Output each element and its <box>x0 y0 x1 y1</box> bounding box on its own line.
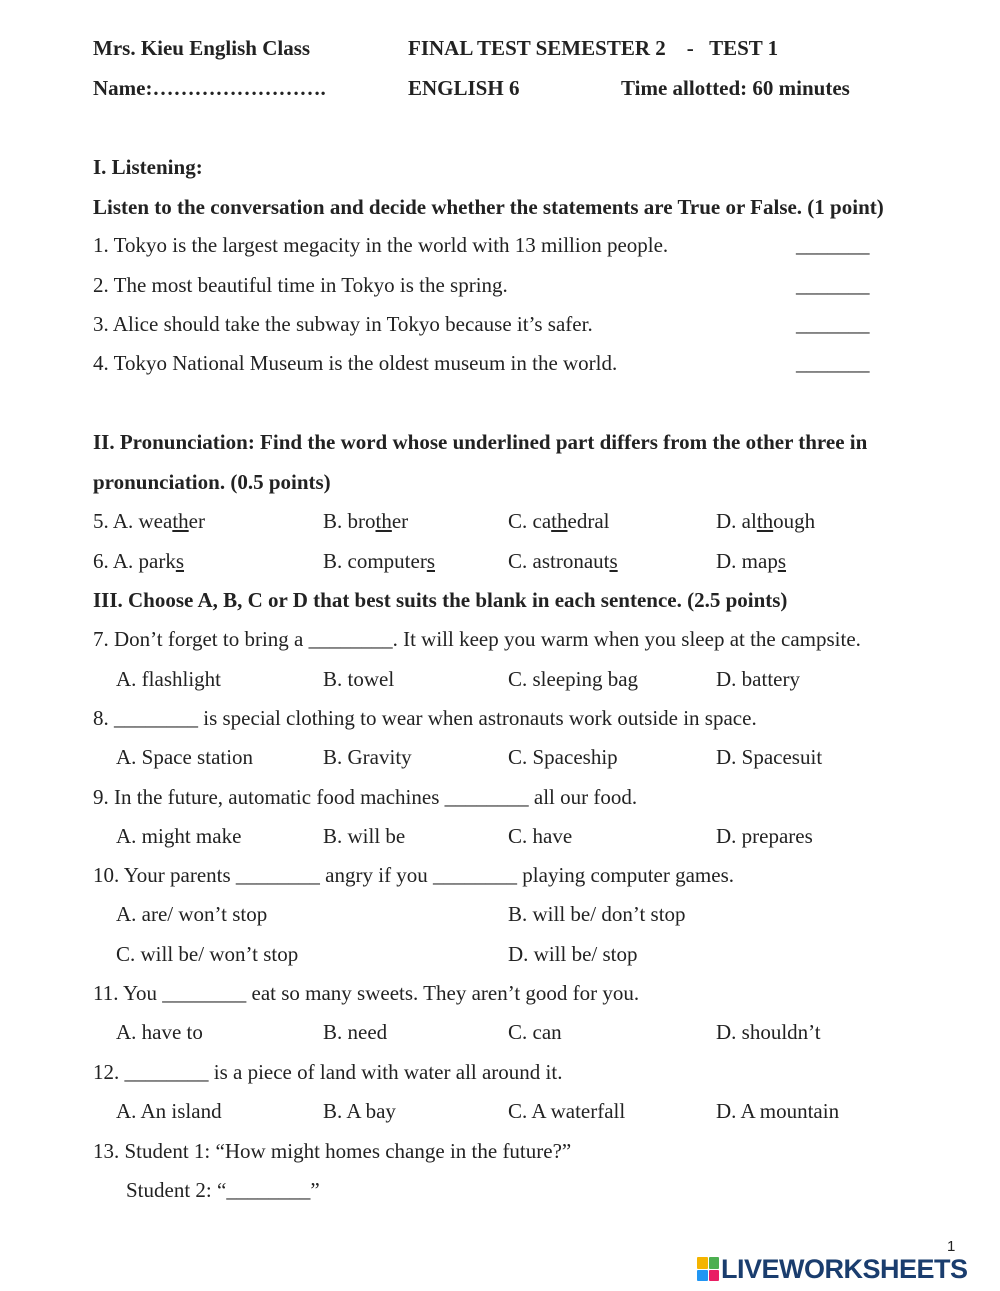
q10-option-c[interactable]: C. will be/ won’t stop <box>116 942 299 966</box>
section-pronunciation-title-cont: pronunciation. (0.5 points) <box>93 470 331 494</box>
q8-option-c[interactable]: C. Spaceship <box>508 745 618 769</box>
listening-item-1: 1. Tokyo is the largest megacity in the world with 13 million people. <box>93 233 669 257</box>
q12-option-a[interactable]: A. An island <box>116 1099 222 1123</box>
q11-option-c[interactable]: C. can <box>508 1020 562 1044</box>
listening-item-2: 2. The most beautiful time in Tokyo is the spring. <box>93 273 508 297</box>
q8-stem: 8. ________ is special clothing to wear when astronauts work outside in space. <box>93 706 757 730</box>
q8-option-a[interactable]: A. Space station <box>116 745 254 769</box>
q11-stem: 11. You ________ eat so many sweets. They aren’t good for you. <box>93 981 640 1005</box>
q11-option-b[interactable]: B. need <box>323 1020 388 1044</box>
q7-option-c[interactable]: C. sleeping bag <box>508 667 639 691</box>
section-choice-title: III. Choose A, B, C or D that best suits the blank in each sentence. (2.5 points) <box>93 588 788 612</box>
q12-stem: 12. ________ is a piece of land with water all around it. <box>93 1060 563 1084</box>
q6-option-b[interactable]: B. computers <box>323 549 435 573</box>
q7-stem: 7. Don’t forget to bring a ________. It will keep you warm when you sleep at the campsite. <box>93 627 861 651</box>
q5-option-b[interactable]: B. brother <box>323 509 409 533</box>
q9-option-c[interactable]: C. have <box>508 824 573 848</box>
time-allotted: Time allotted: 60 minutes <box>621 76 850 100</box>
q5-option-a[interactable]: 5. A. weather <box>93 509 205 533</box>
liveworksheets-logo-text: LIVEWORKSHEETS <box>721 1254 968 1284</box>
q10-option-b[interactable]: B. will be/ don’t stop <box>508 902 686 926</box>
listening-item-4: 4. Tokyo National Museum is the oldest museum in the world. <box>93 351 618 375</box>
q10-option-d[interactable]: D. will be/ stop <box>508 942 638 966</box>
q7-option-d[interactable]: D. battery <box>716 667 800 691</box>
test-title: FINAL TEST SEMESTER 2 - TEST 1 <box>408 36 779 60</box>
q6-option-a[interactable]: 6. A. parks <box>93 549 185 573</box>
q10-stem: 10. Your parents ________ angry if you ________ playing computer games. <box>93 863 735 887</box>
q9-option-b[interactable]: B. will be <box>323 824 406 848</box>
q12-option-d[interactable]: D. A mountain <box>716 1099 840 1123</box>
q8-option-d[interactable]: D. Spacesuit <box>716 745 823 769</box>
q7-option-b[interactable]: B. towel <box>323 667 395 691</box>
answer-blank-3[interactable]: _______ <box>796 312 870 336</box>
name-field-label: Name:……………………. <box>93 76 326 100</box>
answer-blank-2[interactable]: _______ <box>796 273 870 297</box>
q11-option-a[interactable]: A. have to <box>116 1020 203 1044</box>
q13-answer-line[interactable]: Student 2: “________” <box>126 1178 320 1202</box>
q13-stem: 13. Student 1: “How might homes change in the future?” <box>93 1139 572 1163</box>
q5-option-c[interactable]: C. cathedral <box>508 509 610 533</box>
q9-option-a[interactable]: A. might make <box>116 824 242 848</box>
q12-option-b[interactable]: B. A bay <box>323 1099 396 1123</box>
q6-option-c[interactable]: C. astronauts <box>508 549 618 573</box>
page-number: 1 <box>947 1238 956 1255</box>
q5-option-d[interactable]: D. although <box>716 509 816 533</box>
section-listening-title: I. Listening: <box>93 155 203 179</box>
q9-option-d[interactable]: D. prepares <box>716 824 813 848</box>
class-name: Mrs. Kieu English Class <box>93 36 311 60</box>
answer-blank-1[interactable]: _______ <box>796 233 870 257</box>
q6-option-d[interactable]: D. maps <box>716 549 787 573</box>
listening-item-3: 3. Alice should take the subway in Tokyo because it’s safer. <box>93 312 593 336</box>
subject-label: ENGLISH 6 <box>408 76 520 100</box>
q10-option-a[interactable]: A. are/ won’t stop <box>116 902 268 926</box>
liveworksheets-logo <box>697 1254 968 1284</box>
q9-stem: 9. In the future, automatic food machines ________ all our food. <box>93 785 638 809</box>
q11-option-d[interactable]: D. shouldn’t <box>716 1020 821 1044</box>
q8-option-b[interactable]: B. Gravity <box>323 745 412 769</box>
q12-option-c[interactable]: C. A waterfall <box>508 1099 626 1123</box>
section-pronunciation-title: II. Pronunciation: Find the word whose underlined part differs from the other three in <box>93 430 868 454</box>
answer-blank-4[interactable]: _______ <box>796 351 870 375</box>
section-listening-instruction: Listen to the conversation and decide whether the statements are True or False. (1 point) <box>93 195 884 219</box>
liveworksheets-logo-icon <box>697 1257 719 1281</box>
q7-option-a[interactable]: A. flashlight <box>116 667 221 691</box>
